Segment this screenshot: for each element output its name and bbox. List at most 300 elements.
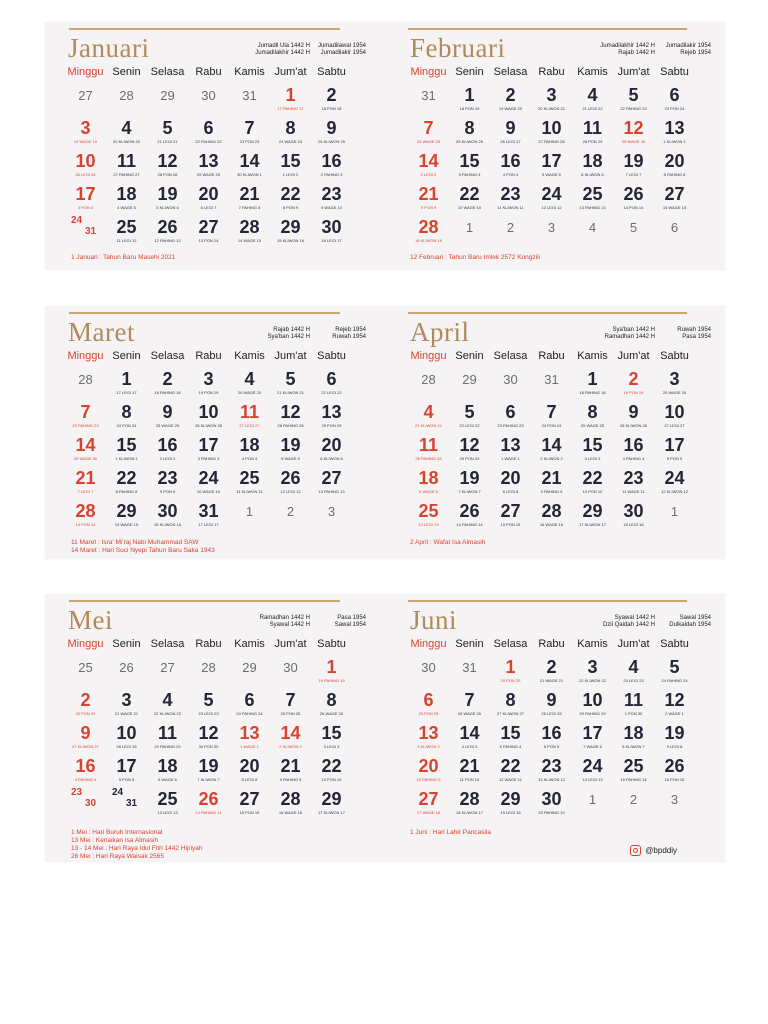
day-number: 19 bbox=[280, 435, 301, 455]
pasaran-label: 20 KLIWON 20 bbox=[113, 139, 140, 144]
day-cell bbox=[311, 755, 352, 788]
day-number: 26 bbox=[623, 184, 644, 204]
day-number: 10 bbox=[582, 690, 603, 710]
day-cell bbox=[490, 689, 531, 722]
day-cell bbox=[270, 722, 311, 755]
day-cell bbox=[490, 368, 531, 401]
day-number: 29 bbox=[280, 217, 301, 237]
pasaran-label: 12 KLIWON 12 bbox=[661, 489, 688, 494]
weekday-label: Jum'at bbox=[274, 66, 307, 78]
day-number: 3 bbox=[670, 792, 679, 807]
pasaran-label: 22 PAHING 23 bbox=[620, 106, 647, 111]
day-number: 28 bbox=[459, 789, 480, 809]
pasaran-label: 8 PAHING 8 bbox=[663, 172, 686, 177]
pasaran-label: 8 KLIWON 7 bbox=[622, 744, 645, 749]
weekday-label: Senin bbox=[455, 66, 484, 78]
weekday-label: Selasa bbox=[150, 66, 185, 78]
pasaran-label: 12 WAGE 11 bbox=[499, 777, 522, 782]
day-cell bbox=[531, 755, 572, 788]
pasaran-label: 29 PAHING 29 bbox=[579, 711, 606, 716]
day-number: 4 bbox=[628, 657, 639, 677]
pasaran-label: 17 PAHING 17 bbox=[277, 106, 304, 111]
day-number: 21 bbox=[459, 756, 480, 776]
day-cell bbox=[531, 788, 572, 821]
day-cell bbox=[572, 500, 613, 533]
month-title: Mei bbox=[68, 605, 113, 635]
day-cell bbox=[572, 467, 613, 500]
month-title: Januari bbox=[68, 33, 150, 63]
day-number: 2 bbox=[506, 220, 515, 235]
day-number: 5 bbox=[162, 118, 173, 138]
day-grid bbox=[408, 368, 708, 533]
day-number: 31 bbox=[421, 88, 436, 103]
calendar-card-jan-feb bbox=[45, 22, 725, 270]
day-cell bbox=[654, 689, 695, 722]
day-cell bbox=[531, 150, 572, 183]
pasaran-label: 5 WAGE 5 bbox=[542, 172, 561, 177]
pasaran-label: 17 LEGI 17 bbox=[198, 522, 219, 527]
pasaran-label: 13 LEGI 13 bbox=[157, 810, 178, 815]
pasaran-label: 18 PON 19 bbox=[459, 106, 480, 111]
pasaran-label: 4 PAHING 4 bbox=[74, 777, 97, 782]
day-cell bbox=[408, 467, 449, 500]
pasaran-label: 17 KLIWON 17 bbox=[579, 522, 606, 527]
day-cell bbox=[490, 434, 531, 467]
day-number: 31 bbox=[242, 88, 257, 103]
pasaran-label: 6 WAGE 6 bbox=[419, 489, 438, 494]
day-cell bbox=[408, 788, 449, 821]
day-cell bbox=[613, 434, 654, 467]
day-number: 29 bbox=[321, 789, 342, 809]
day-number: 29 bbox=[500, 789, 521, 809]
weekday-header bbox=[65, 350, 365, 364]
pasaran-label: 23 PON 24 bbox=[664, 106, 685, 111]
day-cell bbox=[229, 467, 270, 500]
day-number: 5 bbox=[203, 690, 214, 710]
pasaran-label: 28 PAHING 28 bbox=[277, 423, 304, 428]
day-cell bbox=[270, 467, 311, 500]
pasaran-label: 9 PAHING 9 bbox=[540, 489, 563, 494]
day-cell bbox=[613, 755, 654, 788]
day-cell bbox=[229, 788, 270, 821]
day-cell bbox=[106, 755, 147, 788]
day-cell bbox=[490, 500, 531, 533]
day-number: 22 bbox=[500, 756, 521, 776]
pasaran-label: 15 PAHING 14 bbox=[620, 777, 647, 782]
day-cell bbox=[106, 84, 147, 117]
day-cell bbox=[408, 722, 449, 755]
day-cell bbox=[408, 689, 449, 722]
day-grid bbox=[65, 656, 365, 821]
day-cell bbox=[188, 755, 229, 788]
pasaran-label: 3 PON 4 bbox=[77, 205, 94, 210]
pasaran-label: 27 LEGI 27 bbox=[239, 423, 260, 428]
javanese-months: Sawal 1954 Dulkaidah 1954 bbox=[669, 615, 711, 628]
pasaran-label: 5 WAGE 5 bbox=[281, 456, 300, 461]
day-number: 2 bbox=[546, 657, 557, 677]
instagram-credit[interactable] bbox=[630, 845, 677, 856]
day-number: 2 bbox=[505, 85, 516, 105]
day-number: 12 bbox=[664, 690, 685, 710]
pasaran-label: 20 PAHING 19 bbox=[538, 810, 565, 815]
day-cell bbox=[65, 467, 106, 500]
day-cell bbox=[531, 183, 572, 216]
day-cell bbox=[65, 656, 106, 689]
day-number: 29 bbox=[462, 372, 477, 387]
day-cell bbox=[531, 401, 572, 434]
day-cell bbox=[270, 788, 311, 821]
day-number: 6 bbox=[670, 220, 679, 235]
day-number: 12 bbox=[198, 723, 219, 743]
day-grid bbox=[408, 84, 708, 249]
pasaran-label: 11 LEGI 12 bbox=[116, 238, 137, 243]
pasaran-label: 13 PAHING 13 bbox=[318, 489, 345, 494]
pasaran-label: 3 PAHING 3 bbox=[458, 172, 481, 177]
day-cell bbox=[449, 401, 490, 434]
day-cell bbox=[106, 722, 147, 755]
day-number: 16 bbox=[157, 435, 178, 455]
day-number: 23 bbox=[541, 756, 562, 776]
day-number: 1 bbox=[670, 504, 679, 519]
day-number: 6 bbox=[326, 369, 337, 389]
day-cell bbox=[65, 500, 106, 533]
pasaran-label: 7 LEGI 7 bbox=[77, 489, 94, 494]
pasaran-label: 10 PAHING 9 bbox=[416, 777, 441, 782]
weekday-label: Kamis bbox=[234, 350, 265, 362]
day-number: 17 bbox=[582, 723, 603, 743]
pasaran-label: 29 PON 29 bbox=[321, 423, 342, 428]
day-number: 20 bbox=[239, 756, 260, 776]
day-number: 4 bbox=[244, 369, 255, 389]
day-number: 26 bbox=[280, 468, 301, 488]
day-number: 28 bbox=[418, 217, 439, 237]
day-number: 7 bbox=[546, 402, 557, 422]
day-number: 16 bbox=[500, 151, 521, 171]
day-number: 14 bbox=[418, 151, 439, 171]
day-number: 17 bbox=[664, 435, 685, 455]
weekday-label: Jum'at bbox=[617, 66, 650, 78]
day-number: 7 bbox=[244, 118, 255, 138]
divider-line bbox=[408, 600, 687, 602]
day-number: 10 bbox=[664, 402, 685, 422]
day-cell bbox=[531, 84, 572, 117]
day-cell bbox=[65, 755, 106, 788]
day-grid bbox=[65, 84, 365, 249]
pasaran-label: 28 LEGI 28 bbox=[541, 711, 562, 716]
pasaran-label: 12 LEGI 12 bbox=[280, 489, 301, 494]
day-cell bbox=[270, 117, 311, 150]
javanese-months: Jumadilakir 1954 Rejeb 1954 bbox=[665, 43, 711, 56]
day-cell bbox=[613, 788, 654, 821]
day-cell bbox=[613, 722, 654, 755]
day-number: 7 bbox=[423, 118, 434, 138]
pasaran-label: 1 WAGE 1 bbox=[240, 744, 259, 749]
day-cell bbox=[311, 401, 352, 434]
day-cell bbox=[229, 84, 270, 117]
day-cell bbox=[572, 117, 613, 150]
pasaran-label: 16 LEGI 17 bbox=[321, 238, 342, 243]
day-cell bbox=[572, 788, 613, 821]
day-number: 7 bbox=[285, 690, 296, 710]
day-number: 1 bbox=[587, 369, 598, 389]
day-number: 29 bbox=[160, 88, 175, 103]
pasaran-label: 19 WAGE 19 bbox=[73, 139, 98, 144]
weekday-header bbox=[408, 350, 708, 364]
day-number: 17 bbox=[198, 435, 219, 455]
day-cell bbox=[654, 467, 695, 500]
day-cell bbox=[311, 656, 352, 689]
pasaran-label: 2 LEGI 2 bbox=[420, 172, 437, 177]
weekday-label: Rabu bbox=[538, 638, 565, 650]
day-cell bbox=[490, 722, 531, 755]
weekday-label: Jum'at bbox=[274, 350, 307, 362]
day-cell bbox=[613, 84, 654, 117]
pasaran-label: 21 WAGE 21 bbox=[539, 678, 564, 683]
day-cell bbox=[408, 183, 449, 216]
day-number: 24 bbox=[112, 787, 124, 798]
day-number: 1 bbox=[464, 85, 475, 105]
day-cell bbox=[408, 117, 449, 150]
javanese-months: Jumadilawal 1954 Jumadilakir 1954 bbox=[317, 43, 366, 56]
day-number: 16 bbox=[541, 723, 562, 743]
weekday-label: Minggu bbox=[67, 638, 104, 650]
day-number: 29 bbox=[582, 501, 603, 521]
divider-line bbox=[69, 600, 340, 602]
day-number: 11 bbox=[623, 690, 644, 710]
day-cell bbox=[311, 183, 352, 216]
pasaran-label: 8 PON 9 bbox=[282, 205, 299, 210]
day-number: 23 bbox=[500, 184, 521, 204]
day-cell bbox=[572, 401, 613, 434]
day-cell bbox=[613, 216, 654, 249]
day-number: 3 bbox=[669, 369, 680, 389]
pasaran-label: 30 KLIWON 1 bbox=[237, 172, 262, 177]
javanese-months: Rejeb 1954 Ruwah 1954 bbox=[332, 327, 366, 340]
day-cell bbox=[531, 689, 572, 722]
day-number: 19 bbox=[664, 723, 685, 743]
holiday-note: 1 Januari : Tahun Baru Masehi 2021 bbox=[71, 254, 176, 261]
day-number: 1 bbox=[465, 220, 474, 235]
day-number: 8 bbox=[285, 118, 296, 138]
month-februari bbox=[390, 22, 725, 270]
day-number: 5 bbox=[669, 657, 680, 677]
day-cell bbox=[449, 216, 490, 249]
month-mei bbox=[45, 594, 380, 862]
day-cell bbox=[654, 755, 695, 788]
month-title: Maret bbox=[68, 317, 135, 347]
pasaran-label: 20 PON 20 bbox=[500, 678, 521, 683]
day-number: 22 bbox=[116, 468, 137, 488]
day-number: 21 bbox=[280, 756, 301, 776]
divider-line bbox=[69, 312, 340, 314]
pasaran-label: 9 PON 9 bbox=[420, 205, 437, 210]
pasaran-label: 3 LEGI 3 bbox=[323, 744, 340, 749]
pasaran-label: 29 PON 29 bbox=[459, 456, 480, 461]
holiday-notes bbox=[71, 254, 175, 262]
pasaran-label: 17 WAGE 16 bbox=[416, 810, 441, 815]
weekday-label: Minggu bbox=[67, 350, 104, 362]
day-number: 3 bbox=[80, 118, 91, 138]
day-cell bbox=[188, 84, 229, 117]
day-number: 1 bbox=[505, 657, 516, 677]
day-grid bbox=[65, 368, 365, 533]
day-number: 6 bbox=[669, 85, 680, 105]
day-number: 8 bbox=[121, 402, 132, 422]
day-cell bbox=[449, 722, 490, 755]
day-number: 22 bbox=[280, 184, 301, 204]
day-number: 25 bbox=[582, 184, 603, 204]
day-number: 4 bbox=[423, 402, 434, 422]
day-cell bbox=[229, 150, 270, 183]
day-cell bbox=[270, 401, 311, 434]
day-number: 10 bbox=[541, 118, 562, 138]
pasaran-label: 17 KLIWON 17 bbox=[318, 810, 345, 815]
day-number: 11 bbox=[157, 723, 178, 743]
day-number: 11 bbox=[239, 402, 260, 422]
day-number: 24 bbox=[664, 468, 685, 488]
holiday-note: 13 - 14 Mei : Hari Raya Idul Fitri 1442 Hijriyah bbox=[71, 845, 203, 852]
day-number: 26 bbox=[157, 217, 178, 237]
day-cell bbox=[147, 84, 188, 117]
weekday-label: Sabtu bbox=[660, 638, 689, 650]
pasaran-label: 25 WAGE 25 bbox=[580, 423, 605, 428]
day-cell bbox=[572, 216, 613, 249]
pasaran-label: 26 KLIWON 26 bbox=[620, 423, 647, 428]
day-cell bbox=[147, 467, 188, 500]
pasaran-label: 27 KLIWON 27 bbox=[72, 744, 99, 749]
day-number: 30 bbox=[421, 660, 436, 675]
day-cell bbox=[572, 755, 613, 788]
day-cell bbox=[408, 434, 449, 467]
day-number: 11 bbox=[582, 118, 603, 138]
day-number: 26 bbox=[198, 789, 219, 809]
holiday-note: 1 Juni : Hari Lahir Pancasila bbox=[410, 829, 491, 836]
day-cell bbox=[311, 788, 352, 821]
day-cell bbox=[229, 368, 270, 401]
day-number: 8 bbox=[326, 690, 337, 710]
day-cell bbox=[188, 500, 229, 533]
day-number: 20 bbox=[321, 435, 342, 455]
day-number: 30 bbox=[283, 660, 298, 675]
day-cell bbox=[311, 368, 352, 401]
day-cell bbox=[311, 150, 352, 183]
day-number: 18 bbox=[582, 151, 603, 171]
pasaran-label: 16 WAGE 16 bbox=[278, 810, 303, 815]
day-cell bbox=[147, 788, 188, 821]
pasaran-label: 11 WAGE 11 bbox=[622, 489, 645, 494]
pasaran-label: 21 KLIWON 21 bbox=[415, 423, 442, 428]
day-number: 25 bbox=[418, 501, 439, 521]
day-cell bbox=[449, 755, 490, 788]
day-number: 20 bbox=[198, 184, 219, 204]
day-cell bbox=[531, 656, 572, 689]
day-cell bbox=[106, 216, 147, 249]
day-cell bbox=[572, 722, 613, 755]
day-cell bbox=[311, 467, 352, 500]
day-cell bbox=[531, 500, 572, 533]
pasaran-label: 14 PON 14 bbox=[75, 522, 96, 527]
pasaran-label: 10 WAGE 10 bbox=[457, 205, 482, 210]
pasaran-label: 18 PAHING 18 bbox=[154, 390, 181, 395]
day-number: 2 bbox=[326, 85, 337, 105]
day-cell bbox=[65, 216, 106, 249]
day-number: 28 bbox=[78, 372, 93, 387]
holiday-notes bbox=[71, 829, 203, 861]
pasaran-label: 11 KLIWON 11 bbox=[497, 205, 524, 210]
weekday-label: Minggu bbox=[410, 638, 447, 650]
day-cell bbox=[147, 117, 188, 150]
pasaran-label: 2 KLIWON 2 bbox=[540, 456, 563, 461]
pasaran-label: 14 WAGE 15 bbox=[237, 238, 262, 243]
javanese-months: Ruwah 1954 Pasa 1954 bbox=[677, 327, 711, 340]
pasaran-label: 27 PAHING 28 bbox=[538, 139, 565, 144]
day-cell bbox=[449, 434, 490, 467]
pasaran-label: 2 LEGI 2 bbox=[159, 456, 176, 461]
day-number: 26 bbox=[119, 660, 134, 675]
pasaran-label: 24 PON 24 bbox=[541, 423, 562, 428]
day-number: 27 bbox=[500, 501, 521, 521]
day-number: 13 bbox=[198, 151, 219, 171]
pasaran-label: 28 LEGI 28 bbox=[116, 744, 137, 749]
day-number: 14 bbox=[459, 723, 480, 743]
pasaran-label: 12 LEGI 12 bbox=[541, 205, 562, 210]
pasaran-label: 29 WAGE 30 bbox=[621, 139, 646, 144]
pasaran-label: 23 PON 23 bbox=[239, 139, 260, 144]
pasaran-label: 6 PON 5 bbox=[543, 744, 560, 749]
day-cell bbox=[65, 689, 106, 722]
weekday-label: Sabtu bbox=[660, 350, 689, 362]
pasaran-label: 17 LEGI 17 bbox=[116, 390, 137, 395]
day-cell bbox=[229, 216, 270, 249]
day-cell bbox=[613, 689, 654, 722]
pasaran-label: 2 WAGE 1 bbox=[665, 711, 684, 716]
day-number: 31 bbox=[462, 660, 477, 675]
day-number: 28 bbox=[75, 501, 96, 521]
pasaran-label: 25 PON 25 bbox=[280, 711, 301, 716]
day-number: 13 bbox=[321, 402, 342, 422]
day-number: 24 bbox=[198, 468, 219, 488]
day-cell bbox=[106, 117, 147, 150]
pasaran-label: 9 PON 9 bbox=[159, 489, 176, 494]
pasaran-label: 23 LEGI 23 bbox=[198, 711, 219, 716]
weekday-header bbox=[408, 638, 708, 652]
pasaran-label: 27 KLIWON 27 bbox=[497, 711, 524, 716]
pasaran-label: 23 PAHING 23 bbox=[497, 423, 524, 428]
day-number: 13 bbox=[239, 723, 260, 743]
day-number: 20 bbox=[500, 468, 521, 488]
pasaran-label: 8 PAHING 8 bbox=[115, 489, 138, 494]
day-number: 27 bbox=[418, 789, 439, 809]
day-number: 4 bbox=[587, 85, 598, 105]
day-cell bbox=[147, 722, 188, 755]
day-number: 16 bbox=[75, 756, 96, 776]
day-number: 31 bbox=[126, 798, 138, 809]
day-number: 27 bbox=[239, 789, 260, 809]
day-cell bbox=[229, 434, 270, 467]
pasaran-label: 15 WAGE 15 bbox=[114, 522, 139, 527]
pasaran-label: 22 KLIWON 22 bbox=[579, 678, 606, 683]
day-number: 14 bbox=[239, 151, 260, 171]
day-number: 8 bbox=[505, 690, 516, 710]
day-cell bbox=[188, 216, 229, 249]
pasaran-label: 2 PAHING 3 bbox=[320, 172, 343, 177]
pasaran-label: 19 WAGE 20 bbox=[498, 106, 523, 111]
day-number: 22 bbox=[459, 184, 480, 204]
day-number: 28 bbox=[421, 372, 436, 387]
hijri-months: Jumadilakhir 1442 H Rajab 1442 H bbox=[600, 43, 655, 56]
pasaran-label: 25 PON 25 bbox=[418, 711, 439, 716]
day-cell bbox=[654, 656, 695, 689]
